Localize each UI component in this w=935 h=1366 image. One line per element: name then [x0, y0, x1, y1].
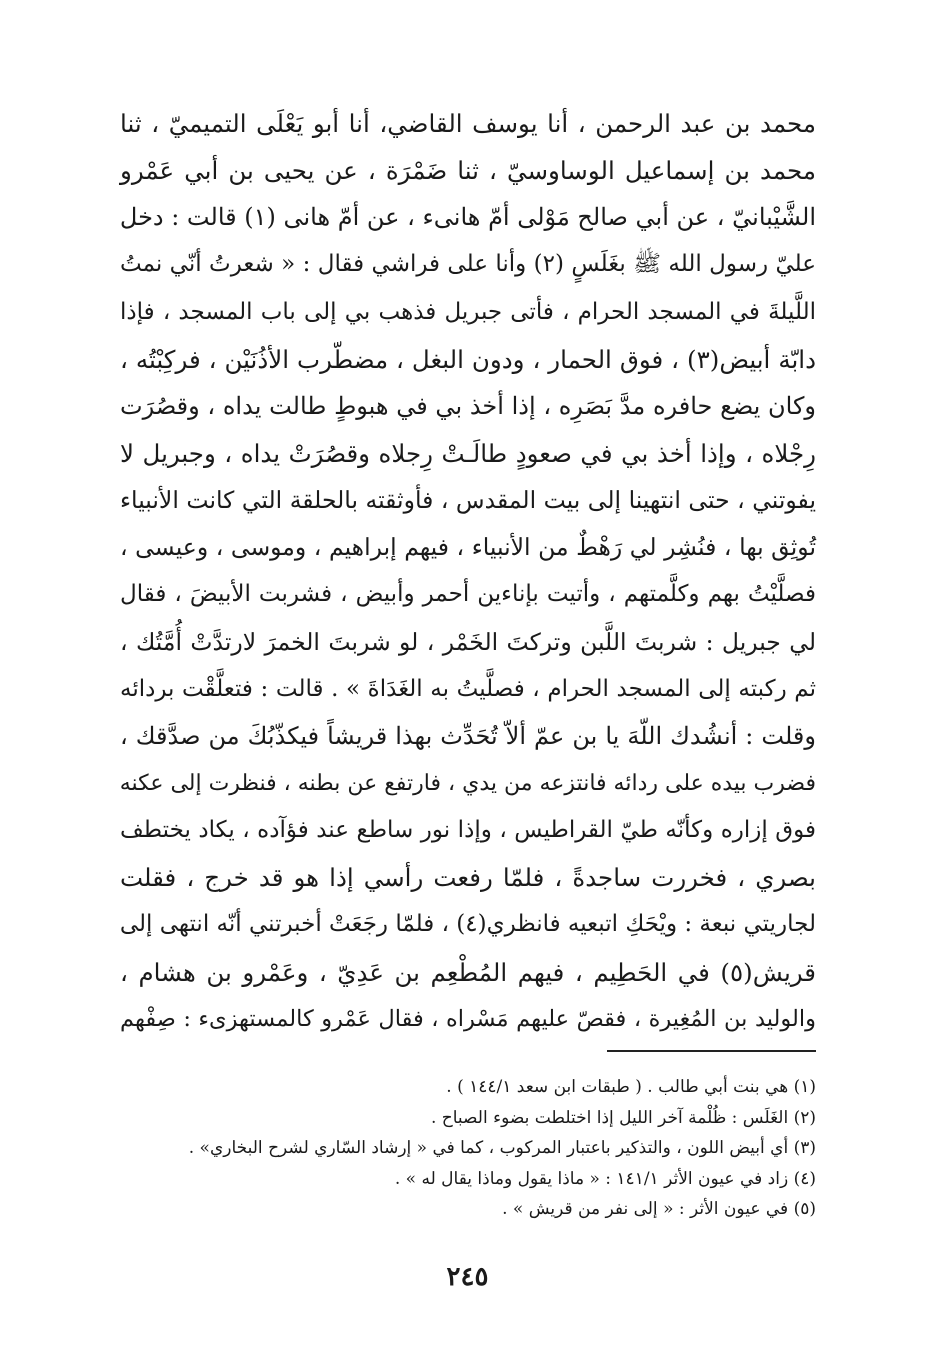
main-text: [120, 100, 816, 1043]
text-line: قريش(٥) في الحَطِيم ، فيهم المُطْعِم بن عَدِيّ ، وعَمْرو بن هشام ،: [120, 957, 816, 987]
text-line: يفوتني ، حتى انتهينا إلى بيت المقدس ، فأوثقته بالحلقة التي كانت الأنبياء: [120, 486, 816, 515]
text-line: لي جبريل : شربتَ اللَّبن وتركتَ الخَمْر ، لو شربتَ الخمرَ لارتدَّتْ أُمَّتُك ،: [120, 627, 816, 656]
text-line: فضرب بيده على ردائه فانتزعه من يدي ، فارتفع عن بطنه ، فنظرت إلى عكنه: [119, 770, 816, 796]
footnotes: [120, 1072, 816, 1225]
footnote-separator: [607, 1050, 816, 1052]
text-line: وكان يضع حافره مدَّ بَصَرِه ، إذا أخذ بي في هبوطٍ طالت يداه ، وقصُرَت: [120, 391, 816, 420]
text-line: والوليد بن المُغِيرة ، فقصّ عليهم مَسْراه ، فقال عَمْرو كالمستهزىء : صِفْهم: [120, 1005, 816, 1032]
text-line: فوق إزاره وكأنّه طيّ القراطيس ، وإذا نور ساطع عند فؤآده ، يكاد يختطف: [120, 817, 816, 844]
text-line: لجاريتي نبعة : ويْحَكِ اتبعيه فانظري(٤) ، فلمّا رجَعَتْ أخبرتني أنّه انتهى إلى: [119, 911, 816, 938]
text-line: الشَّيْبانيّ ، عن أبي صالح مَوْلى أمّ هانىء ، عن أمّ هانى (١) قالت : دخل: [119, 203, 816, 232]
footnote: (٢) الغَلَس : ظُلْمة آخر الليل إذا اختلطت بضوء الصباح .: [430, 1107, 816, 1128]
footnote: (١) هي بنت أبي طالب . ( طبقات ابن سعد ١٤٤/١ ) .: [446, 1077, 816, 1097]
text-line: ثم ركبته إلى المسجد الحرام ، فصلَّيتُ به الغَدَاةَ » . قالت : فتعلَّقْت بردائه: [120, 675, 816, 702]
page-number: ٢٤٥: [446, 1262, 489, 1292]
text-line: محمد بن إسماعيل الوساوسيّ ، ثنا ضَمْرَة ، عن يحيى بن أبي عَمْرو: [120, 156, 816, 186]
text-line: رِجْلاه ، وإذا أخذ بي في صعودٍ طالَـتْ رِجلاه وقصُرَتْ يداه ، وجبريل لا: [120, 438, 816, 468]
text-line: عليّ رسول الله ﷺ بغَلَسٍ (٢) وأنا على فراشي فقال : « شعرتُ أنّي نمتُ: [120, 251, 816, 278]
footnote: (٤) زاد في عيون الأثر ١٤١/١ : « ماذا يقول وماذا يقال له » .: [394, 1168, 816, 1189]
text-line: بصري ، فخررت ساجدةً ، فلمّا رفعت رأسي إذا هو قد خرج ، فقلت: [120, 863, 816, 893]
text-line: اللَّيلةَ في المسجد الحرام ، فأتى جبريل فذهب بي إلى باب المسجد ، فإذا: [120, 298, 816, 325]
footnote: (٣) أي أبيض اللون ، والتذكير باعتبار المركوب ، كما في « إرشاد السّاري لشرح البخاري» .: [188, 1138, 816, 1158]
text-line: محمد بن عبد الرحمن ، أنا يوسف القاضي، أنا أبو يَعْلَى التميميّ ، ثنا: [120, 109, 816, 138]
text-line: فصلَّيْتُ بهم وكلَّمتهم ، وأتيت بإناءين أحمر وأبيض ، فشربت الأبيضَ ، فقال: [120, 581, 816, 608]
text-line: وقلت : أنشُدك اللّهَ يا بن عمّ ألاّ تُحَدِّث بهذا قريشاً فيكذّبُكَ من صدَّقك ،: [120, 721, 816, 750]
footnote: (٥) في عيون الأثر : « إلى نفر من قريش » .: [502, 1199, 816, 1219]
text-line: دابّة أبيض(٣) ، فوق الحمار ، ودون البغل ، مضطّرب الأذُنَيْن ، فركِبْتُه ،: [120, 344, 816, 374]
text-line: تُوثِق بها ، فنُشِر لي رَهْطٌ من الأنبياء ، فيهم إبراهيم ، وموسى ، وعيسى ،: [120, 533, 816, 562]
